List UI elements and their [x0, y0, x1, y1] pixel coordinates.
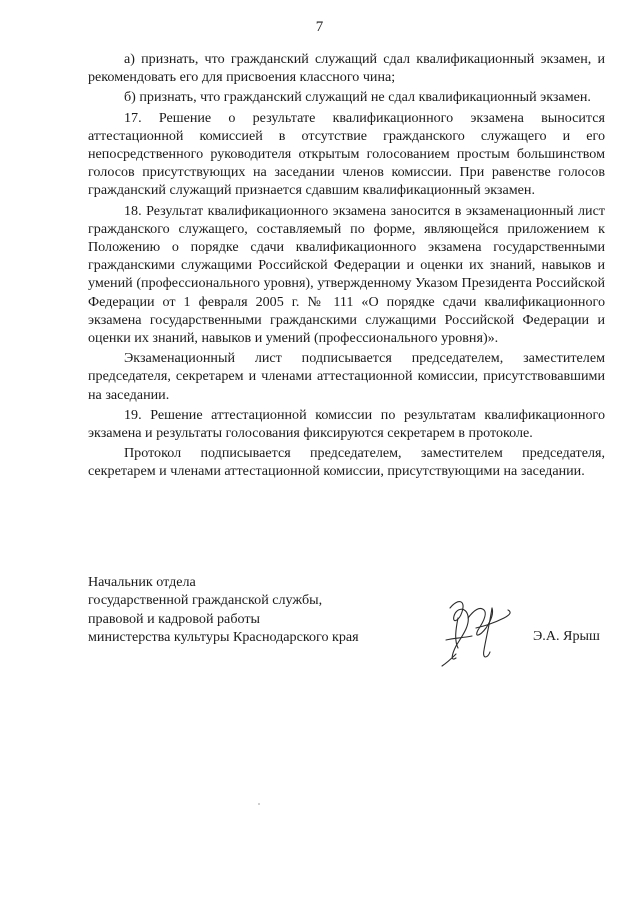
- position-line: Начальник отдела: [88, 574, 196, 590]
- paragraph-item-a: а) признать, что гражданский служащий сдал квалификационный экзамен, и рекомендовать его для присвоения классного чина;: [88, 51, 605, 86]
- document-body: [88, 50, 605, 481]
- paragraph-item-b: б) признать, что гражданский служащий не сдал квалификационный экзамен.: [124, 89, 591, 106]
- scan-speck: [258, 803, 260, 805]
- position-line: государственной гражданской службы,: [88, 592, 323, 609]
- signatory-position: [88, 573, 359, 646]
- paragraph-exam-sheet: Экзаменационный лист подписывается председателем, заместителем председателя, секретарем и членами аттестационной комиссии, присутствовавшими на заседании.: [88, 350, 605, 403]
- handwritten-signature: [432, 588, 522, 678]
- paragraph-clause-18: 18. Результат квалификационного экзамена заносится в экзаменационный лист гражданского служащего, составляемый по форме, являющейся приложением к Положению о порядке сдачи квалификационного экзамена государственными гражданскими служащими Российской Федерации и оценки их знаний, навыков и умений (профессионального уровня), утвержденному Указом Президента Российской Федерации от 1 февраля 2005 г. № 111 «О порядке сдачи квалификационного экзамена государственными гражданскими служащими Российской Федерации и оценки их знаний, навыков и умений (профессионального уровня)».: [88, 202, 605, 347]
- signatory-name: Э.А. Ярыш: [533, 628, 600, 644]
- paragraph-clause-19: 19. Решение аттестационной комиссии по результатам квалификационного экзамена и результаты голосования фиксируются секретарем в протоколе.: [88, 406, 605, 442]
- page-number: 7: [315, 19, 324, 35]
- paragraph-protocol: Протокол подписывается председателем, заместителем председателя, секретарем и членами аттестационной комиссии, присутствующими на заседании.: [88, 445, 605, 480]
- paragraph-clause-17: 17. Решение о результате квалификационного экзамена выносится аттестационной комиссией в отсутствие гражданского служащего и его непосредственного руководителя открытым голосованием простым большинством голосов присутствующих на заседании членов комиссии. При равенстве голосов гражданский служащий признается сдавшим квалификационный экзамен.: [88, 109, 605, 199]
- position-line: министерства культуры Краснодарского края: [88, 628, 359, 645]
- position-line: правовой и кадровой работы: [88, 610, 260, 627]
